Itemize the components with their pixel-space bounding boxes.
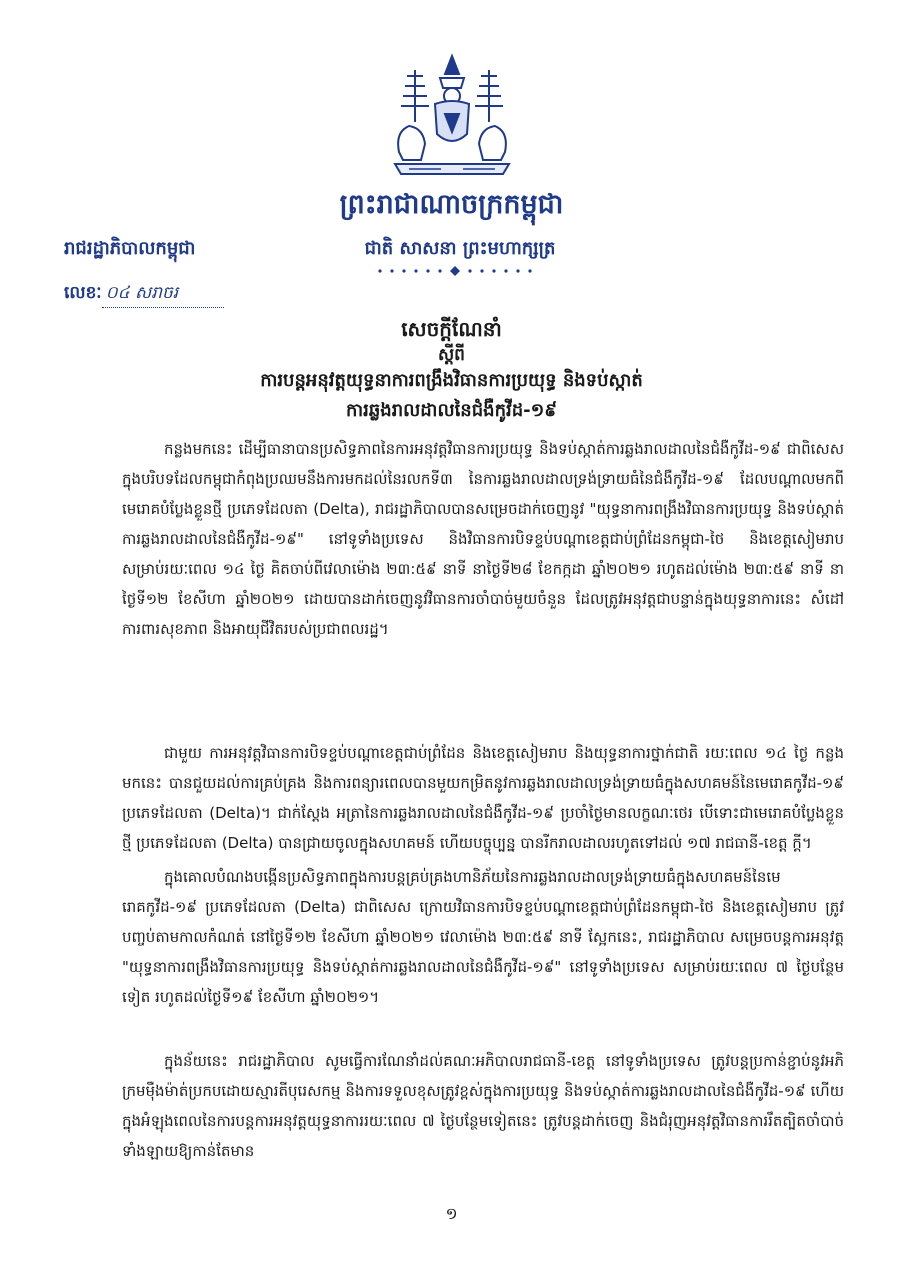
body-paragraph-3: ក្នុងគោលបំណងបង្កើនប្រសិទ្ធភាពក្នុងការបន្តគ្រប់គ្រងហានិភ័យនៃការឆ្លងរាលដាលទ្រង់ទ្រាយធំក្នុងសហគមន៍នៃមេរោគកូវីដ-១៩ ប្រភេទដែលតា (Delta) ជាពិសេស ក្រោយវិធានការបិទខ្ទប់បណ្តាខេត្តជាប់ព្រំដែនកម្ពុជា-ថៃ និងខេត្តសៀមរាប ត្រូវបញ្ចប់តាមកាលកំណត់ នៅថ្ងៃទី១២ ខែសីហា ឆ្នាំ២០២១ វេលាម៉ោង ២៣:៥៩ នាទី ស្អែកនេះ, រាជរដ្ឋាភិបាល សម្រេចបន្តការអនុវត្ត "យុទ្ធនាការពង្រឹងវិធានការប្រយុទ្ធ និងទប់ស្កាត់ការឆ្លងរាលដាលនៃជំងឺកូវីដ-១៩" នៅទូទាំងប្រទេស សម្រាប់រយៈពេល ៧ ថ្ងៃបន្ថែមទៀត រហូតដល់ថ្ងៃទី១៩ ខែសីហា ឆ្នាំ២០២១។ xyxy=(122,868,844,1006)
document-title-about: ស្តីពី xyxy=(438,345,465,365)
royal-coat-of-arms-emblem xyxy=(385,52,519,180)
reference-number: ០៤ សរាចរ xyxy=(102,282,224,308)
reference-label: លេខៈ xyxy=(64,283,102,303)
ornament-divider xyxy=(370,266,540,276)
document-subject-line-2: ការឆ្លងរាលដាលនៃជំងឺកូវីដ-១៩ xyxy=(346,400,557,421)
body-paragraph-1: កន្លងមកនេះ ដើម្បីធានាបានប្រសិទ្ធភាពនៃការអនុវត្តវិធានការប្រយុទ្ធ និងទប់ស្កាត់ការឆ្លងរាលដាលនៃជំងឺកូវីដ-១៩ ជាពិសេស ក្នុងបរិបទដែលកម្ពុជាកំពុងប្រឈមនឹងការមកដល់នៃរលកទី៣ នៃការឆ្លងរាលដាលទ្រង់ទ្រាយធំនៃជំងឺកូវីដ-១៩ ដែលបណ្តាលមកពីមេរោគបំប្លែងខ្លួនថ្មី ប្រភេទដែលតា (Delta), រាជរដ្ឋាភិបាលបានសម្រេចដាក់ចេញនូវ "យុទ្ធនាការពង្រឹងវិធានការប្រយុទ្ធ និងទប់ស្កាត់ការឆ្លងរាលដាលនៃជំងឺកូវីដ-១៩" នៅទូទាំងប្រទេស និងវិធានការបិទខ្ទប់បណ្តាខេត្តជាប់ព្រំដែនកម្ពុជា-ថៃ និងខេត្តសៀមរាប សម្រាប់រយៈពេល ១៤ ថ្ងៃ គិតចាប់ពីវេលាម៉ោង ២៣:៥៩ នាទី នាថ្ងៃទី២៨ ខែកក្កដា ឆ្នាំ២០២១ រហូតដល់ម៉ោង ២៣:៥៩ នាទី នាថ្ងៃទី១២ ខែសីហា ឆ្នាំ២០២១ ដោយបានដាក់ចេញនូវវិធានការចាំបាច់មួយចំនួន ដែលត្រូវអនុវត្តជាបន្ទាន់ក្នុងយុទ្ធនាការនេះ សំដៅការពារសុខភាព និងអាយុជីវិតរបស់ប្រជាពលរដ្ឋ។ xyxy=(122,440,844,638)
reference-line xyxy=(64,282,224,308)
document-subject-line-1: ការបន្តអនុវត្តយុទ្ធនាការពង្រឹងវិធានការប្រយុទ្ធ និងទប់ស្កាត់ xyxy=(260,370,643,391)
body-paragraph-4: ក្នុងន័យនេះ រាជរដ្ឋាភិបាល សូមធ្វើការណែនាំដល់គណៈអភិបាលរាជធានី-ខេត្ត នៅទូទាំងប្រទេស ត្រូវបន្តប្រកាន់ខ្ជាប់នូវអភិក្រមម៉ឺងម៉ាត់ប្រកបដោយស្មារតីបុរេសកម្ម និងការទទួលខុសត្រូវខ្ពស់ក្នុងការប្រយុទ្ធ និងទប់ស្កាត់ការឆ្លងរាលដាលនៃជំងឺកូវីដ-១៩ ហើយក្នុងអំឡុងពេលនៃការបន្តការអនុវត្តយុទ្ធនាការរយៈពេល ៧ ថ្ងៃបន្ថែមទៀតនេះ ត្រូវបន្តដាក់ចេញ និងជំរុញអនុវត្តវិធានការរឹតត្បិតចាំបាច់ទាំងឡាយឱ្យកាន់តែមាន xyxy=(122,1052,844,1160)
government-label: រាជរដ្ឋាភិបាលកម្ពុជា xyxy=(64,238,196,259)
document-title: សេចក្តីណែនាំ xyxy=(401,317,502,341)
body-paragraph-2: ជាមួយ ការអនុវត្តវិធានការបិទខ្ទប់បណ្តាខេត្តជាប់ព្រំដែន និងខេត្តសៀមរាប និងយុទ្ធនាការថ្នាក់ជាតិ រយៈពេល ១៤ ថ្ងៃ កន្លងមកនេះ បានជួយដល់ការគ្រប់គ្រង និងការពន្យារពេលបានមួយកម្រិតនូវការឆ្លងរាលដាលទ្រង់ទ្រាយធំក្នុងសហគមន៍នៃមេរោគកូវីដ-១៩ ប្រភេទដែលតា (Delta)។ ជាក់ស្តែង អត្រានៃការឆ្លងរាលដាលនៃជំងឺកូវីដ-១៩ ប្រចាំថ្ងៃមានលក្ខណៈថេរ បើទោះជាមេរោគបំប្លែងខ្លួនថ្មី ប្រភេទដែលតា (Delta) បានជ្រាយចូលក្នុងសហគមន៍ ហើយបច្ចុប្បន្ន បានរីករាលដាលរហូតទៅដល់ ១៧ រាជធានី-ខេត្ត ក្តី។ xyxy=(122,744,844,852)
page-number: ១ xyxy=(445,1204,458,1223)
kingdom-heading: ព្រះរាជាណាចក្រកម្ពុជា xyxy=(339,189,564,220)
national-motto: ជាតិ សាសនា ព្រះមហាក្សត្រ xyxy=(364,238,556,259)
